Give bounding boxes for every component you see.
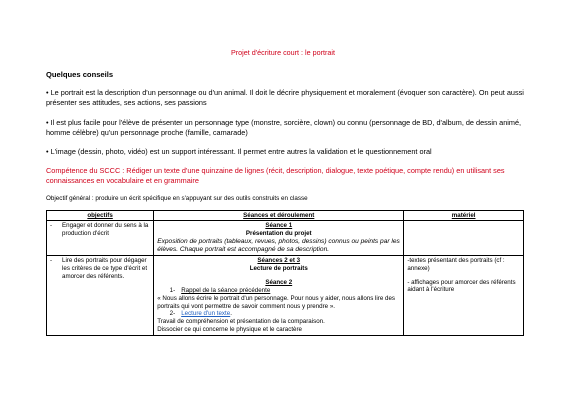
objectif-general: Objectif général : produire un écrit spécifique en s'appuyant sur des outils construits en classe (46, 195, 308, 202)
header-materiel: matériel (404, 211, 524, 221)
materiel-item: -textes présentant des portraits (cf : annexe) (407, 257, 505, 272)
advice-paragraph-2: • Il est plus facile pour l'élève de présenter un personnage type (monstre, sorcière, clown) ou connu (personnage de BD, d'album, de dessin animé, homme célèbre) qu'un personnage proche (famille, camarade) (46, 118, 522, 138)
materiel-item: - affichages pour amorcer des référents aidant à l'écriture (407, 278, 516, 294)
section-heading: Quelques conseils (46, 70, 114, 79)
advice-paragraph-1: • Le portrait est la description d'un personnage ou d'un animal. Il doit le décrire physiquement et moralement (évoquer son caractère). On peut aussi présenter ses attitudes, ses actions, ses passions (46, 88, 524, 108)
page-title: Projet d'écriture court : le portrait (230, 48, 336, 57)
lesson-table (46, 210, 524, 336)
seance-cell (154, 221, 404, 256)
header-seances: Séances et déroulement (154, 211, 404, 221)
table-row (47, 221, 524, 256)
header-objectifs: objectifs (47, 211, 154, 221)
step-text: Dissocier ce qui concerne le physique et le caractère (157, 325, 302, 333)
advice-paragraph-3: • L'image (dessin, photo, vidéo) est un support intéressant. Il permet entre autres la validation et le questionnement oral (46, 147, 432, 156)
seance-description: Exposition de portraits (tableaux, revues, photos, dessins) connus ou peints par les élèves. Chaque portrait est accompagné de sa description. (157, 238, 400, 253)
competence-text: Compétence du SCCC : Rédiger un texte d'une quinzaine de lignes (récit, description, dialogue, texte poétique, compte rendu) en utilisant ses connaissances en vocabulaire et en grammaire (46, 166, 505, 186)
table-header-row (47, 211, 524, 221)
bullet-icon: - (50, 257, 53, 264)
objectif-cell (47, 221, 154, 256)
objectif-text: Engager et donner du sens à la production d'écrit (62, 222, 149, 237)
seance-title: Séance 1 (265, 222, 293, 229)
seance-title: Séance 2 (265, 279, 293, 286)
seance-cell (154, 256, 404, 336)
objectif-cell (47, 256, 154, 336)
seance-subtitle: Présentation du projet (245, 230, 312, 237)
step-text: Travail de compréhension et présentation de la comparaison. (157, 318, 325, 326)
quote-text: « Nous allons écrire le portrait d'un personnage. Pour nous y aider, nous allons lire des portraits qui vont permettre de savoir comment nous y prendre ». (157, 294, 396, 310)
materiel-cell (404, 221, 524, 256)
materiel-cell (404, 256, 524, 336)
step-1: 1- Rappel de la séance précédente (169, 287, 271, 294)
text-link[interactable]: Lecture d'un texte (181, 310, 231, 318)
table-row (47, 256, 524, 336)
step-2: 2- Lecture d'un texte. (169, 310, 232, 318)
seance-subtitle: Lecture de portraits (249, 265, 308, 272)
seance-title: Séances 2 et 3 (257, 257, 301, 264)
objectif-text: Lire des portraits pour dégager les critères de ce type d'écrit et amorcer des référents. (62, 257, 148, 280)
bullet-icon: - (50, 222, 53, 229)
